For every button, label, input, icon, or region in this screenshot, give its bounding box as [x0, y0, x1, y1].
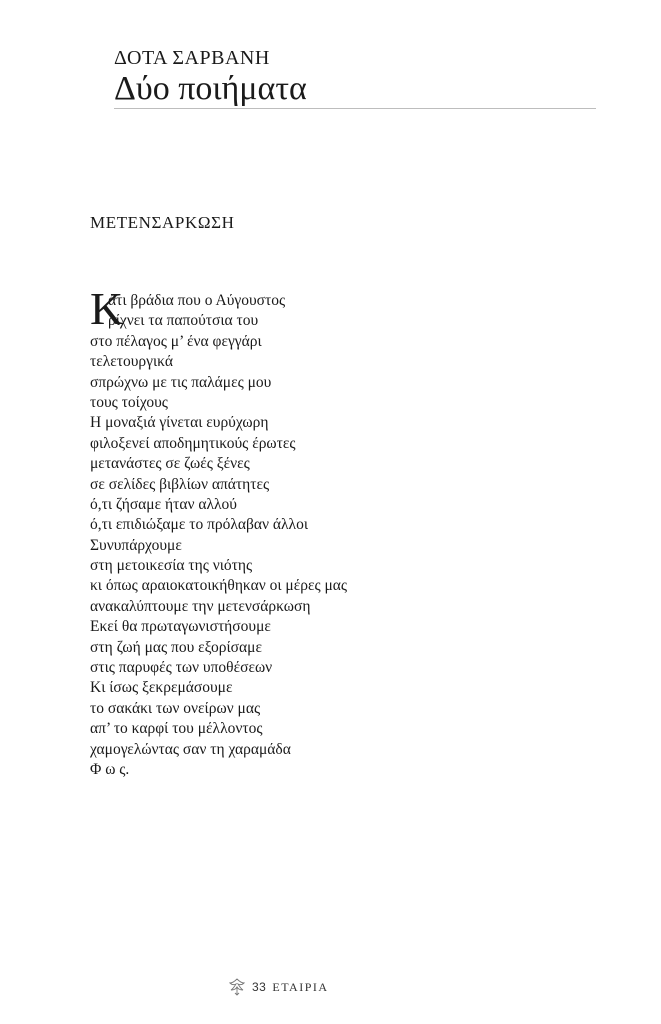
- poem-body: [90, 291, 570, 780]
- poem-line: απ’ το καρφί του μέλλοντος: [90, 720, 263, 738]
- poem-line: τελετουργικά: [90, 353, 173, 371]
- poem-line: το σακάκι των ονείρων μας: [90, 699, 261, 717]
- poem-line: μετανάστες σε ζωές ξένες: [90, 455, 250, 473]
- poem-line: στη μετοικεσία της νιότης: [90, 557, 253, 575]
- poem-line: κι όπως αραιοκατοικήθηκαν οι μέρες μας: [90, 577, 348, 595]
- poem-title: ΜΕΤΕΝΣΑΡΚΩΣΗ: [90, 213, 235, 232]
- poem-line: ρίχνει τα παπούτσια του: [108, 312, 259, 330]
- poem-line: ό,τι ζήσαμε ήταν αλλού: [90, 495, 237, 513]
- drop-cap: Κ: [90, 283, 124, 334]
- poem-line: σε σελίδες βιβλίων απάτητες: [90, 475, 270, 493]
- page-number: 33: [252, 980, 267, 994]
- poem-line: ό,τι επιδιώξαμε το πρόλαβαν άλλοι: [90, 516, 308, 534]
- page-footer: [228, 976, 329, 998]
- poem-line: τους τοίχους: [90, 393, 168, 411]
- poem-line: φιλοξενεί αποδημητικούς έρωτες: [90, 434, 296, 452]
- poem-line: στις παρυφές των υποθέσεων: [90, 659, 273, 677]
- poem-line: Συνυπάρχουμε: [90, 536, 182, 554]
- poem-line: Φ ω ς.: [90, 760, 130, 778]
- poem-line: Η μοναξιά γίνεται ευρύχωρη: [90, 414, 269, 432]
- poem-line: ανακαλύπτουμε την μετενσάρκωση: [90, 597, 311, 615]
- page-title: Δύο ποιήματα: [114, 70, 307, 107]
- journal-name: ΕΤΑΙΡΙΑ: [272, 979, 329, 994]
- ornament-icon: [228, 977, 246, 997]
- poem-line: Κι ίσως ξεκρεμάσουμε: [90, 679, 233, 697]
- poem-line: άτι βράδια που ο Αύγουστος: [108, 292, 286, 309]
- poem-line: στη ζωή μας που εξορίσαμε: [90, 638, 262, 656]
- poem-line: χαμογελώντας σαν τη χαραμάδα: [90, 740, 291, 758]
- poem-line: Εκεί θα πρωταγωνιστήσουμε: [90, 618, 271, 636]
- title-divider: [114, 108, 596, 109]
- author-name: ΔΟΤΑ ΣΑΡΒΑΝΗ: [114, 47, 270, 69]
- poem-line: σπρώχνω με τις παλάμες μου: [90, 373, 272, 391]
- poem-line: στο πέλαγος μ’ ένα φεγγάρι: [90, 332, 262, 350]
